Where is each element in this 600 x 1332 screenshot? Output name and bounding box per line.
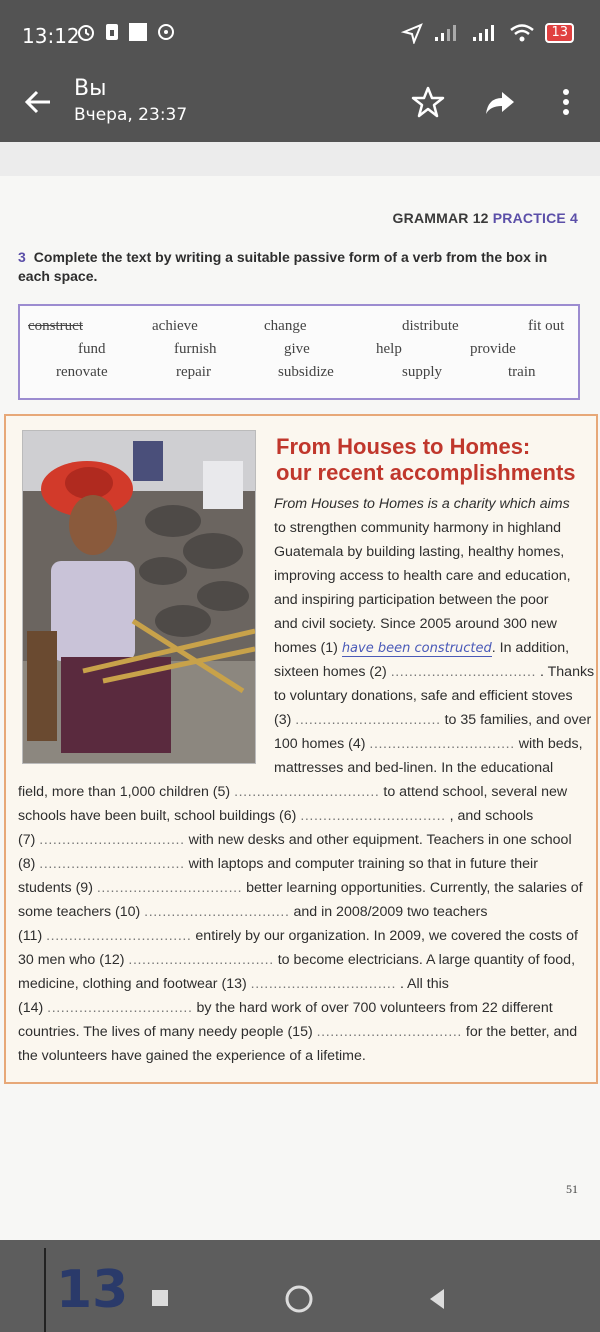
article-title: From Houses to Homes: our recent accomplishments [276, 434, 576, 485]
word: supply [402, 364, 443, 380]
article-line: (8) ................................ with laptops and computer training so that in future their [18, 856, 538, 872]
word: subsidize [278, 364, 334, 380]
article-line: and civil society. Since 2005 around 300 new [274, 616, 557, 632]
article-line: homes (1) have been constructed. In addition, [274, 640, 570, 656]
word: change [264, 318, 307, 334]
word: furnish [174, 341, 217, 357]
article-line: 30 men who (12) ................................ to become electricians. A large quantity of food, [18, 952, 576, 968]
star-icon[interactable] [410, 84, 446, 120]
article-line: countries. The lives of many needy people (15) ................................ for the better, and [18, 1024, 578, 1040]
page-number: 51 [566, 1182, 578, 1196]
word: distribute [402, 318, 459, 334]
next-page-number: 13 [56, 1260, 129, 1320]
textbook-page [0, 142, 600, 1240]
article-line: (14) ................................ by the hard work of over 700 volunteers from 22 different [18, 1000, 553, 1016]
word: give [284, 341, 310, 357]
handwritten-answer: have been constructed [341, 641, 492, 656]
article-line: field, more than 1,000 children (5) ................................ to attend school, several new [18, 784, 568, 800]
article-line: medicine, clothing and footwear (13) ................................ . All this [18, 976, 449, 992]
article-line: schools have been built, school buildings (6) ................................ , and schools [18, 808, 534, 824]
battery-indicator: 13 [545, 23, 574, 43]
signal-icon [433, 23, 461, 43]
message-date: Вчера, 23:37 [74, 105, 188, 125]
article-line: 100 homes (4) ................................ with beds, [274, 736, 583, 752]
page-top-band [0, 142, 600, 176]
article-line: some teachers (10) ................................ and in 2008/2009 two teachers [18, 904, 488, 920]
recent-apps-icon[interactable] [150, 1288, 170, 1308]
sim-icon [104, 22, 120, 42]
word: provide [470, 341, 516, 357]
word: fit out [528, 318, 565, 334]
sync-icon [156, 22, 176, 42]
nav-bar [0, 1240, 600, 1332]
word: renovate [56, 364, 108, 380]
word: train [508, 364, 536, 380]
article-line: students (9) ................................ better learning opportunities. Currently, the salaries of [18, 880, 583, 896]
article-line: (3) ................................ to 35 families, and over [274, 712, 592, 728]
article-line: sixteen homes (2) ................................ . Thanks [274, 664, 595, 680]
article-line: the volunteers have gained the experience of a lifetime. [18, 1048, 366, 1064]
back-arrow-icon[interactable] [20, 84, 56, 120]
task-instructions: 3 Complete the text by writing a suitable passive form of a verb from the box in each space. [18, 249, 548, 284]
article-line: to strengthen community harmony in highland [274, 520, 562, 536]
status-icons-right [401, 22, 574, 44]
article-line: mattresses and bed-linen. In the educational [274, 760, 554, 776]
page-header: GRAMMAR 12 PRACTICE 4 [392, 210, 578, 226]
alarm-icon [76, 22, 96, 42]
status-bar [0, 0, 600, 70]
back-nav-icon[interactable] [424, 1286, 450, 1312]
page-edge-line [44, 1248, 46, 1332]
wifi-icon [509, 23, 535, 43]
status-icons-left [76, 22, 176, 42]
word: repair [176, 364, 211, 380]
more-options-icon[interactable] [548, 84, 584, 120]
article-line: to voluntary donations, safe and efficient stoves [274, 688, 573, 704]
home-icon[interactable] [284, 1284, 314, 1314]
word: construct [28, 318, 83, 334]
sender-title: Вы [74, 76, 107, 101]
article [4, 414, 598, 1084]
verb-box [18, 304, 580, 400]
article-line: and inspiring participation between the poor [274, 592, 549, 608]
word: fund [78, 341, 106, 357]
share-icon[interactable] [482, 84, 518, 120]
square-icon [128, 22, 148, 42]
location-icon [401, 22, 423, 44]
article-line: (7) ................................ with new desks and other equipment. Teachers in one school [18, 832, 572, 848]
signal-icon-2 [471, 23, 499, 43]
word: help [376, 341, 402, 357]
app-bar [0, 70, 600, 142]
status-time: 13:12 [22, 24, 80, 48]
article-line: Guatemala by building lasting, healthy homes, [274, 544, 565, 560]
article-photo [22, 430, 256, 764]
article-line: (11) ................................ entirely by our organization. In 2009, we covered the costs of [18, 928, 578, 944]
word: achieve [152, 318, 198, 334]
article-line: improving access to health care and education, [274, 568, 571, 584]
article-line: From Houses to Homes is a charity which aims [274, 496, 570, 512]
